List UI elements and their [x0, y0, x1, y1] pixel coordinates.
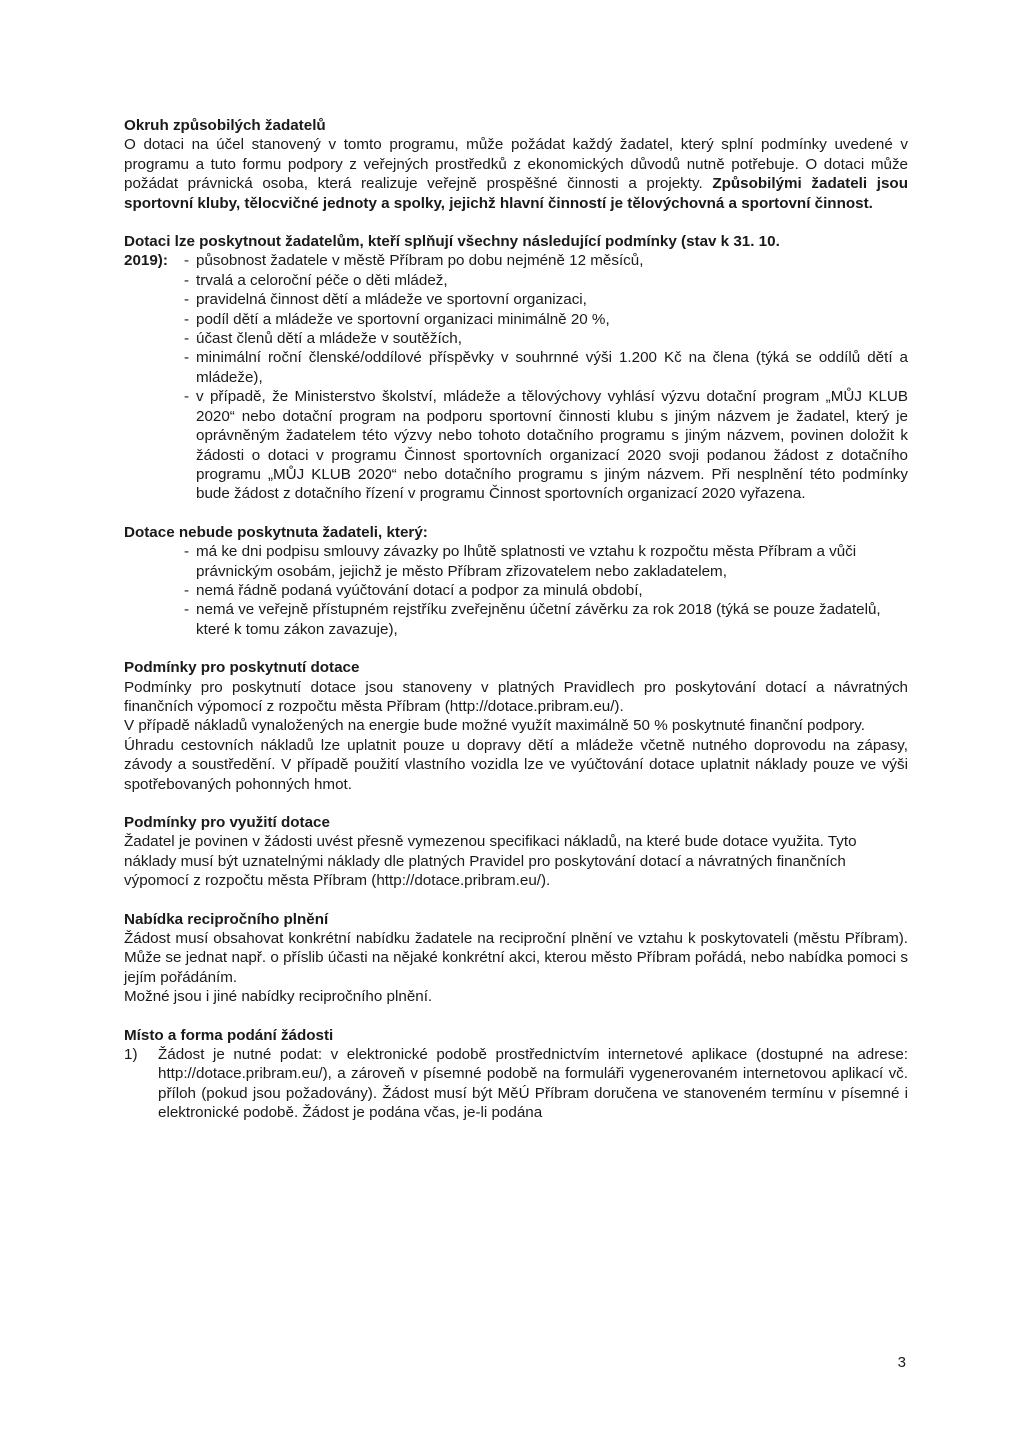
provision-paragraph: Úhradu cestovních nákladů lze uplatnit pouze u dopravy dětí a mládeže včetně nutného doprovodu na zápasy, závody a soustředění. V případě použití vlastního vozidla lze ve vyúčtování dotace uplatnit náklady pouze ve výši spotřebovaných pohonných hmot. — [124, 736, 908, 793]
provision-heading: Podmínky pro poskytnutí dotace — [124, 659, 360, 677]
conditions-first-row — [124, 251, 908, 270]
eligible-text: O dotaci na účel stanovený v tomto programu, může požádat každý žadatel, který splní podmínky uvedené v programu a tuto formu podpory z veřejných prostředků z ekonomických důvodů nutně potřebuje. O dotaci může požádat právnická osoba, která realizuje veřejně prospěšné činnosti a projekty. — [124, 136, 908, 193]
excluded-section — [124, 523, 908, 639]
list-item: - trvalá a celoroční péče o děti mládež, — [184, 271, 908, 290]
list-item: - v případě, že Ministerstvo školství, mládeže a tělovýchovy vyhlásí výzvu dotační program „MŮJ KLUB 2020“ nebo dotační program na podporu sportovní činnosti klubu s jiným názvem je žadatel, který je oprávněným žadatelem této výzvy nebo tohoto dotačního programu s jiným názvem, povinen doložit k žádosti o dotaci v programu Činnost sportovních organizací 2020 svoji podanou žádost z dotačního programu „MŮJ KLUB 2020“ nebo dotačního programu s jiným názvem. Při nesplnění této podmínky bude žádost z dotačního řízení v programu Činnost sportovních organizací 2020 vyřazena. — [184, 387, 908, 503]
submission-section — [124, 1026, 908, 1123]
reciprocal-section — [124, 910, 908, 1007]
excluded-heading: Dotace nebude poskytnuta žadateli, který: — [124, 523, 428, 541]
page-number: 3 — [897, 1354, 906, 1371]
list-item: - nemá řádně podaná vyúčtování dotací a podpor za minulá období, — [184, 581, 908, 600]
list-item: - má ke dni podpisu smlouvy závazky po lhůtě splatnosti ve vztahu k rozpočtu města Příbram a vůči právnickým osobám, jejichž je město Příbram zřizovatelem nebo zakladatelem, — [184, 542, 908, 581]
eligible-paragraph — [124, 135, 908, 213]
list-item: - podíl dětí a mládeže ve sportovní organizaci minimálně 20 %, — [184, 310, 908, 329]
usage-section — [124, 813, 908, 891]
list-item: - minimální roční členské/oddílové příspěvky v souhrnné výši 1.200 Kč na člena (týká se oddílů dětí a mládeže), — [184, 348, 908, 387]
conditions-intro: Dotaci lze poskytnout žadatelům, kteří splňují všechny následující podmínky (stav k 31. 10. — [124, 233, 780, 251]
usage-heading: Podmínky pro využití dotace — [124, 814, 330, 831]
submission-heading: Místo a forma podání žádosti — [124, 1026, 334, 1044]
eligible-heading: Okruh způsobilých žadatelů — [124, 117, 326, 134]
list-item-number: 1) — [124, 1046, 138, 1064]
reciprocal-heading: Nabídka recipročního plnění — [124, 910, 329, 928]
document-page — [124, 116, 908, 1123]
conditions-section — [124, 232, 908, 504]
list-item: - účast členů dětí a mládeže v soutěžích, — [184, 329, 908, 348]
excluded-list — [124, 542, 908, 639]
eligible-bold-text: Způsobilými žadateli jsou sportovní kluby, tělocvičné jednoty a spolky, jejichž hlavní činností je tělovýchovná a sportovní činnost. — [124, 175, 908, 212]
reciprocal-paragraph: Možné jsou i jiné nabídky recipročního plnění. — [124, 988, 433, 1006]
list-item: - působnost žadatele v městě Příbram po dobu nejméně 12 měsíců, — [184, 251, 908, 270]
provision-paragraph: V případě nákladů vynaložených na energie bude možné využít maximálně 50 % poskytnuté finanční podpory. — [124, 717, 865, 735]
conditions-lead: 2019): — [124, 252, 168, 270]
reciprocal-paragraph: Žádost musí obsahovat konkrétní nabídku žadatele na reciproční plnění ve vztahu k poskytovateli (městu Příbram). Může se jednat např. o příslib účasti na nějaké konkrétní akci, kterou město Příbram pořádá, nebo nabídka pomoci s jejím pořádáním. — [124, 930, 908, 986]
conditions-list — [124, 271, 908, 504]
list-item-text: Žádost je nutné podat: v elektronické podobě prostřednictvím internetové aplikace (dostupné na adrese: http://dotace.pribram.eu/), a zároveň v písemné podobě na formuláři vygenerovaném internetovou aplikací vč. příloh (pokud jsou požadovány). Žádost musí být MěÚ Příbram doručena ve stanoveném termínu v písemné i elektronické podobě. Žádost je podána včas, je-li podána — [158, 1046, 908, 1122]
provision-paragraph: Podmínky pro poskytnutí dotace jsou stanoveny v platných Pravidlech pro poskytování dotací a návratných finančních výpomocí z rozpočtu města Příbram (http://dotace.pribram.eu/). — [124, 678, 908, 715]
eligible-section — [124, 116, 908, 213]
usage-paragraph: Žadatel je povinen v žádosti uvést přesně vymezenou specifikaci nákladů, na které bude dotace využita. Tyto náklady musí být uznatelnými náklady dle platných Pravidel pro poskytování dotací a návratných finančních výpomocí z rozpočtu města Příbram (http://dotace.pribram.eu/). — [124, 833, 857, 890]
submission-list — [124, 1045, 908, 1123]
list-item: - nemá ve veřejně přístupném rejstříku zveřejněnu účetní závěrku za rok 2018 (týká se pouze žadatelů, které k tomu zákon zavazuje), — [184, 600, 908, 639]
list-item — [124, 1045, 908, 1123]
provision-section — [124, 658, 908, 794]
list-item: - pravidelná činnost dětí a mládeže ve sportovní organizaci, — [184, 290, 908, 309]
